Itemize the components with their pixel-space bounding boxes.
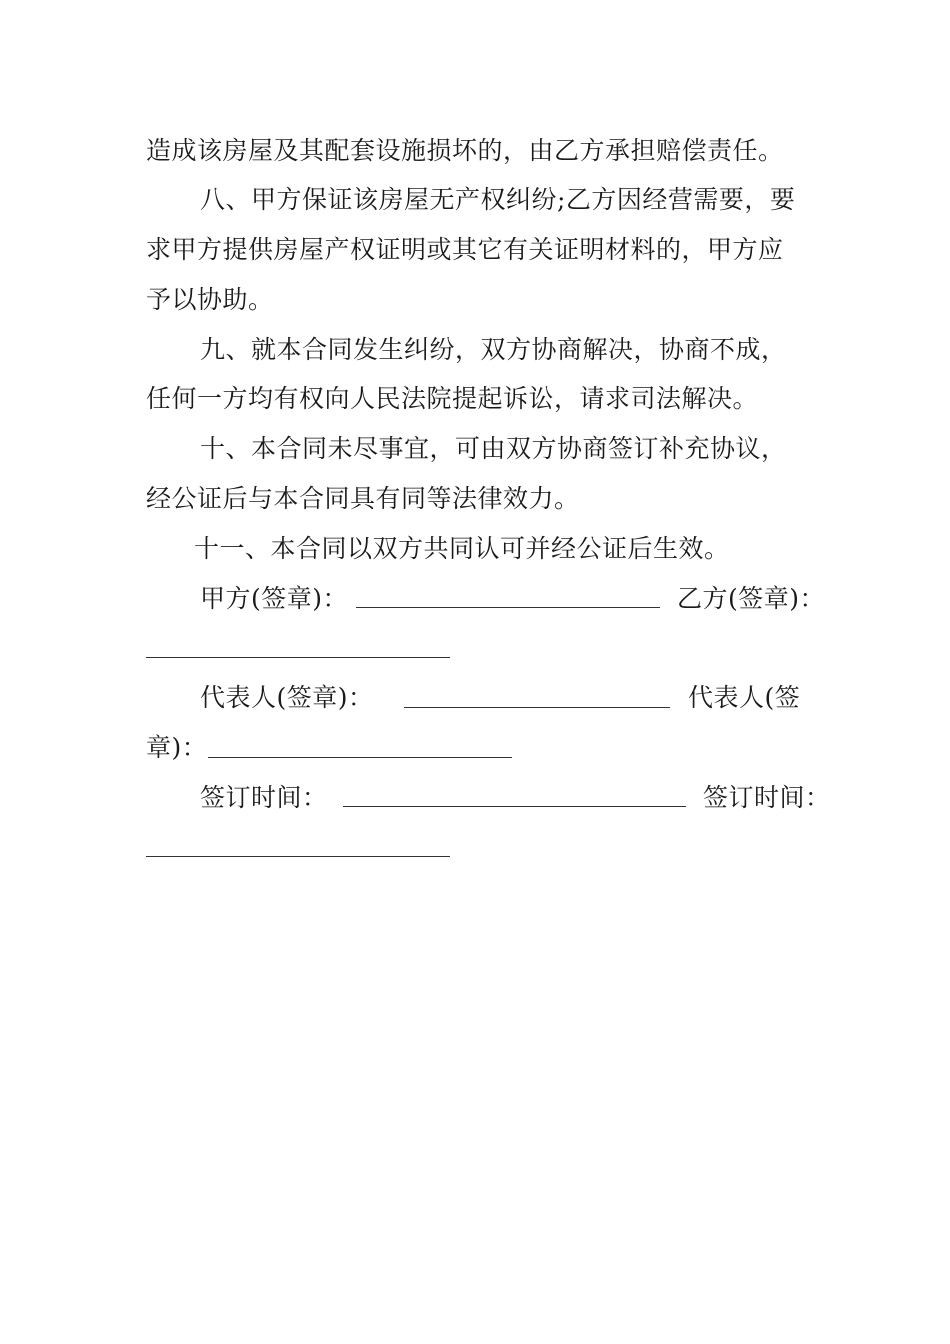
clause-8-line-2: 求甲方提供房屋产权证明或其它有关证明材料的，甲方应 — [146, 235, 784, 264]
rep-a-seal-label: 代表人(签章)： — [200, 683, 374, 712]
clause-9-line-1: 九、就本合同发生纠纷，双方协商解决，协商不成， — [200, 335, 787, 364]
party-a-seal-label: 甲方(签章)： — [200, 584, 349, 613]
party-b-seal-blank[interactable] — [146, 657, 450, 658]
rep-b-seal-label-part2: 章)： — [146, 733, 208, 762]
clause-8-line-3: 予以协助。 — [146, 285, 274, 314]
sign-date-b-label: 签订时间： — [703, 783, 831, 812]
party-a-seal-blank[interactable] — [356, 607, 660, 608]
sign-date-b-blank[interactable] — [146, 856, 450, 857]
rep-b-seal-label-part1: 代表人(签 — [688, 683, 801, 712]
sign-date-a-label: 签订时间： — [200, 783, 328, 812]
clause-10-line-2: 经公证后与本合同具有同等法律效力。 — [146, 484, 580, 513]
rep-b-seal-blank[interactable] — [208, 757, 512, 758]
clause-8-line-1: 八、甲方保证该房屋无产权纠纷;乙方因经营需要，要 — [200, 185, 796, 214]
rep-a-seal-blank[interactable] — [404, 707, 670, 708]
clause-11-line: 十一、本合同以双方共同认可并经公证后生效。 — [194, 534, 730, 563]
paragraph-line: 造成该房屋及其配套设施损坏的，由乙方承担赔偿责任。 — [146, 136, 784, 165]
party-b-seal-label: 乙方(签章)： — [677, 584, 826, 613]
clause-10-line-1: 十、本合同未尽事宜，可由双方协商签订补充协议， — [200, 434, 787, 463]
sign-date-a-blank[interactable] — [343, 806, 686, 807]
clause-9-line-2: 任何一方均有权向人民法院提起诉讼，请求司法解决。 — [146, 384, 759, 413]
